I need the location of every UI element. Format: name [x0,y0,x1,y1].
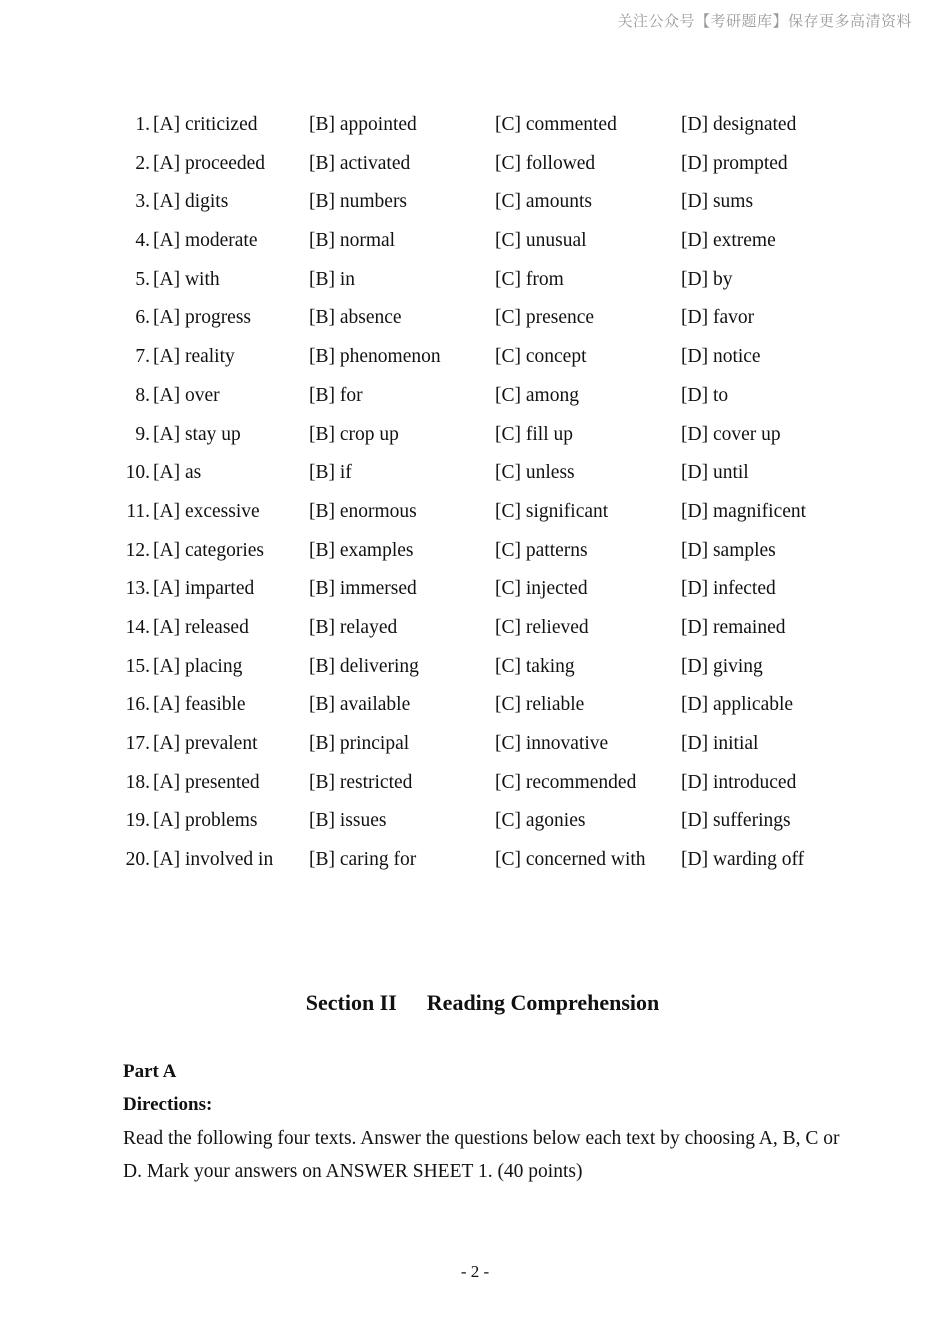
option-c: [C] commented [495,114,617,135]
option-c: [C] agonies [495,810,586,832]
option-c: [C] relieved [495,616,589,638]
question-number: 19. [125,810,150,832]
option-d: [D] warding off [681,849,805,871]
option-b: [B] issues [309,810,387,832]
option-b: [B] absence [309,307,402,329]
option-b: [B] appointed [309,114,417,135]
option-row [118,261,878,300]
option-d: [D] designated [681,114,797,135]
question-number: 13. [125,578,150,600]
option-row [118,299,878,338]
option-row [118,338,878,377]
option-d: [D] introduced [681,771,797,793]
option-row [118,454,878,493]
option-a: [A] presented [153,771,260,793]
option-c: [C] recommended [495,771,637,793]
option-row [118,145,878,184]
option-row [118,416,878,455]
option-row [118,648,878,687]
option-a: [A] involved in [153,849,274,871]
section-title: Reading Comprehension [426,990,660,1015]
question-number: 2. [135,152,150,174]
question-number: 16. [125,694,150,716]
option-a: [A] stay up [153,423,241,445]
option-a: [A] proceeded [153,152,266,174]
option-d: [D] favor [681,307,755,329]
section-number: Section II [305,990,397,1015]
part-label: Part A [123,1061,177,1082]
option-c: [C] unless [495,462,575,484]
option-d: [D] infected [681,578,776,600]
question-number: 15. [125,655,150,677]
option-c: [C] concerned with [495,849,646,871]
question-number: 5. [135,268,150,290]
option-b: [B] normal [309,230,396,252]
option-d: [D] sums [681,191,754,213]
option-row [118,106,878,145]
section-heading [0,990,950,1016]
option-b: [B] crop up [309,423,399,445]
option-b: [B] available [309,694,411,716]
option-b: [B] activated [309,152,411,174]
option-b: [B] principal [309,733,410,754]
option-d: [D] applicable [681,694,794,716]
option-a: [A] with [153,268,220,290]
option-b: [B] examples [309,539,414,561]
option-b: [B] caring for [309,849,417,871]
option-row [118,609,878,648]
option-d: [D] to [681,384,729,406]
option-a: [A] moderate [153,230,258,252]
option-b: [B] enormous [309,500,417,522]
option-d: [D] magnificent [681,500,807,522]
option-c: [C] fill up [495,423,573,445]
option-row [118,802,878,841]
option-c: [C] reliable [495,694,585,716]
question-number: 6. [135,307,150,329]
option-c: [C] unusual [495,230,587,252]
question-number: 3. [135,191,150,213]
option-row [118,377,878,416]
option-b: [B] restricted [309,771,413,793]
option-a: [A] imparted [153,578,255,600]
option-a: [A] digits [153,191,229,213]
option-d: [D] remained [681,616,786,638]
option-a: [A] progress [153,307,252,329]
option-a: [A] criticized [153,114,258,135]
question-number: 20. [125,849,150,871]
option-d: [D] extreme [681,230,776,252]
option-a: [A] feasible [153,694,246,716]
question-number: 4. [135,230,150,252]
option-d: [D] notice [681,346,761,368]
option-a: [A] categories [153,539,264,561]
option-c: [C] followed [495,152,596,174]
option-a: [A] as [153,462,202,484]
header-watermark-note: 关注公众号【考研题库】保存更多高清资料 [617,12,912,30]
option-d: [D] samples [681,539,776,561]
option-d: [D] initial [681,733,759,754]
option-d: [D] cover up [681,423,781,445]
option-a: [A] excessive [153,500,260,522]
option-row [118,841,878,880]
option-b: [B] if [309,462,352,484]
question-number: 11. [126,500,150,522]
option-a: [A] reality [153,346,235,368]
option-c: [C] presence [495,307,595,329]
option-row [118,222,878,261]
option-c: [C] significant [495,500,609,522]
option-b: [B] delivering [309,655,419,677]
option-a: [A] released [153,616,249,638]
option-row [118,570,878,609]
directions-text: Read the following four texts. Answer the questions below each text by choosing A, B, C or D. Mark your answers on ANSWER SHEET 1. (40 points) [123,1128,840,1182]
option-a: [A] problems [153,810,258,832]
option-a: [A] prevalent [153,733,258,754]
option-row [118,725,878,764]
question-number: 14. [125,616,150,638]
question-number: 18. [125,771,150,793]
option-row [118,183,878,222]
directions-label: Directions: [123,1094,213,1115]
question-number: 12. [125,539,150,561]
option-a: [A] placing [153,655,243,677]
option-d: [D] giving [681,655,763,677]
option-c: [C] among [495,384,579,406]
option-c: [C] patterns [495,539,588,561]
option-b: [B] numbers [309,191,408,213]
option-b: [B] relayed [309,616,398,638]
option-c: [C] amounts [495,191,592,213]
option-row [118,764,878,803]
option-d: [D] sufferings [681,810,791,832]
option-d: [D] prompted [681,152,788,174]
option-row [118,493,878,532]
option-b: [B] in [309,268,356,290]
option-b: [B] phenomenon [309,346,441,368]
option-b: [B] immersed [309,578,417,600]
option-c: [C] innovative [495,733,609,754]
option-d: [D] until [681,462,749,484]
question-number: 17. [125,733,150,754]
option-row [118,532,878,571]
page-number: - 2 - [460,1262,490,1281]
option-a: [A] over [153,384,220,406]
option-c: [C] taking [495,655,575,677]
option-d: [D] by [681,268,733,290]
option-c: [C] injected [495,578,588,600]
question-number: 9. [135,423,150,445]
option-c: [C] concept [495,346,587,368]
question-number: 10. [125,462,150,484]
question-number: 7. [135,346,150,368]
option-row [118,686,878,725]
option-b: [B] for [309,384,363,406]
option-c: [C] from [495,268,564,290]
cloze-options-list [118,106,878,880]
question-number: 1. [135,114,150,135]
question-number: 8. [135,384,150,406]
